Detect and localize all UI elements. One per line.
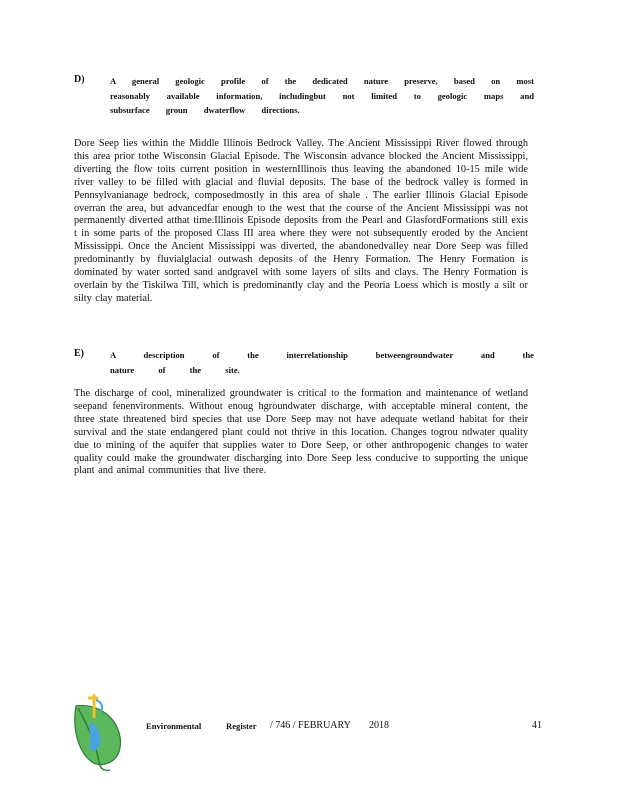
page-footer <box>0 720 618 750</box>
section-d-letter: D) <box>74 74 85 85</box>
section-e-heading <box>74 348 534 376</box>
footer-year: 2018 <box>369 720 389 731</box>
section-d-text: A general geologic profile of the dedicated nature preserve, based on most reasonably available information, includingbut not limited to geologic maps and subsurface groun dwaterflow directions. <box>110 76 534 115</box>
section-d-heading <box>74 74 534 122</box>
section-e-letter: E) <box>74 348 84 359</box>
leaf-water-logo-icon <box>70 692 126 772</box>
footer-issue: / 746 / FEBRUARY <box>270 720 351 731</box>
page-number: 41 <box>532 720 542 731</box>
section-e-text: A description of the interrelationship betweengroundwater and the nature of the site. <box>110 350 534 375</box>
groundwater-paragraph: The discharge of cool, mineralized groundwater is critical to the formation and maintenance of wetland seepand fenenvironments. Without enoug hgroundwater discharge, with acceptable mineral content, the three state threatened bird species that use Dore Seep may not have adequate wetland habitat for their survival and the state endangered plant could not thrive in this location. Changes togrou ndwater quality due to mining of the aquifer that supplies water to Dore Seep, or other anthropogenic changes to water quality could make the groundwater discharging into Dore Seep less conducive to supporting the unique plant and animal communities that live there. <box>74 388 528 477</box>
footer-publication-word2: Register <box>226 721 257 731</box>
footer-publication-word1: Environmental <box>146 721 202 731</box>
geology-paragraph: Dore Seep lies within the Middle Illinois Bedrock Valley. The Ancient Mississippi River flowed through this area prior tothe Wisconsin Glacial Episode. The Wisconsin advance blocked the Ancient Mississippi, diverting the flow toits current position in westernIllinois thus leaving the abandoned 10-15 mile wide river valley to be filled with glacial and fluvial deposits. The base of the bedrock valley is formed in Pennsylvanianage bedrock, composedmostly in this area of shale . The earlier Illinois Glacial Episode overran the area, but advancedfar enough to the west that the course of the Ancient Mississippi was not permanently diverted atthat time.Illinois Episode deposits from the Pearl and GlasfordFormations still exis t in some parts of the proposed Class III area where they were not subsequently eroded by the Ancient Mississippi. Once the Ancient Mississippi was diverted, the abandonedvalley near Dore Seep was filled predominantly by fluvialglacial outwash deposits of the Henry Formation. The Henry Formation is dominated by water sorted sand andgravel with some layers of silts and clays. The Henry Formation is overlain by the Tiskilwa Till, which is predominantly clay and the Peoria Loess which is mostly a silt or silty clay material. <box>74 138 528 304</box>
